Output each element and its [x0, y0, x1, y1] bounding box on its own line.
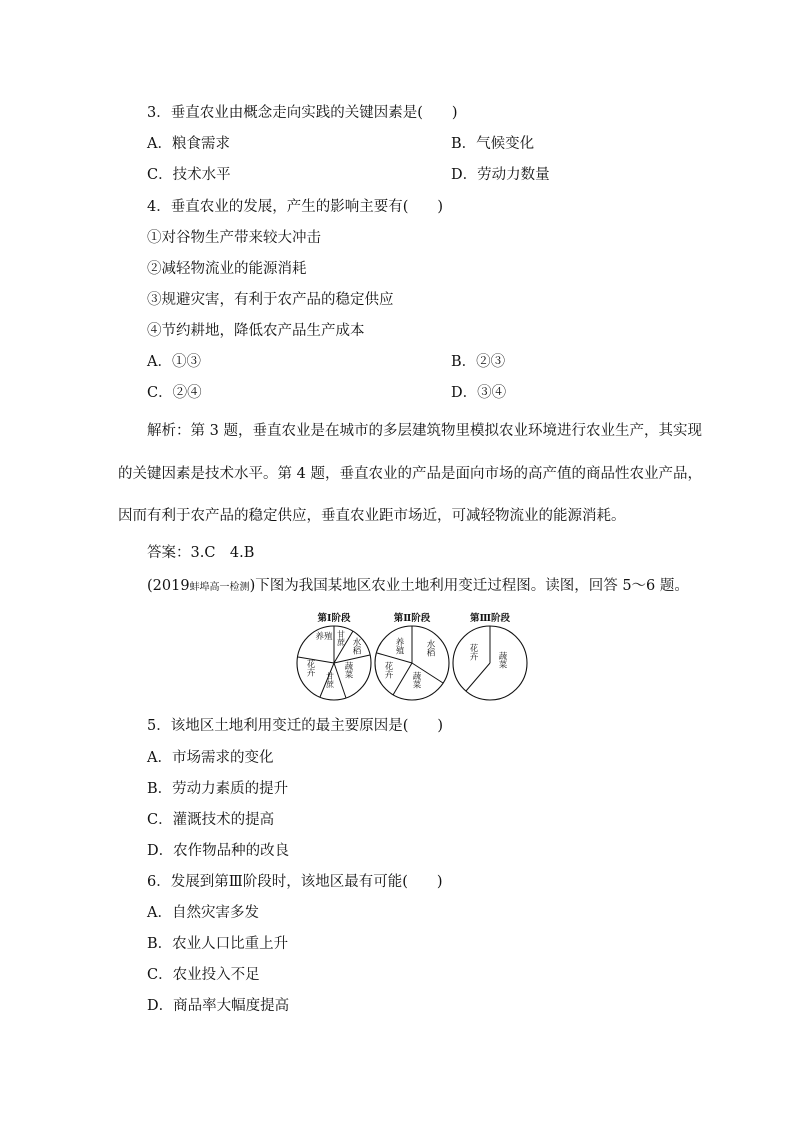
q6-stem: 6．发展到第Ⅲ阶段时，该地区最有可能( ) — [147, 874, 443, 890]
q3-option-b: B．气候变化 — [451, 136, 535, 152]
stage-2-label-rice: 水稻 — [425, 639, 435, 657]
land-use-change-diagram — [290, 608, 530, 704]
analysis-line-1: 解析：第 3 题，垂直农业是在城市的多层建筑物里模拟农业环境进行农业生产，其实现 — [147, 423, 702, 439]
analysis-line-3: 因而有利于农产品的稳定供应，垂直农业距市场近，可减轻物流业的能源消耗。 — [118, 508, 626, 524]
q4-option-c: C．②④ — [147, 385, 202, 401]
q4-statement-1: ①对谷物生产带来较大冲击 — [147, 230, 321, 246]
stage-1-pie — [297, 612, 371, 700]
stage-1-label-rice: 水稻 — [351, 637, 361, 655]
stage-1-label-flowers: 花卉 — [305, 659, 315, 677]
q6-option-b: B．农业人口比重上升 — [147, 936, 289, 952]
q4-option-d: D．③④ — [451, 385, 507, 401]
stage-3-pie — [453, 612, 527, 700]
q5-option-b: B．劳动力素质的提升 — [147, 781, 289, 797]
q4-statement-3: ③规避灾害，有利于农产品的稳定供应 — [147, 292, 394, 308]
stage-3-label-vegetables: 蔬菜 — [497, 651, 507, 669]
stage-1-label-breeding: 养殖 — [315, 632, 333, 642]
q5-option-a: A．市场需求的变化 — [147, 750, 274, 766]
intro-source: 蚌埠高一检测 — [189, 582, 250, 593]
stage-2-pie — [375, 612, 449, 700]
stage-1-label-vegetables: 蔬菜 — [343, 661, 353, 679]
answer-line: 答案：3.C 4.B — [147, 545, 255, 561]
analysis-line-2: 的关键因素是技术水平。第 4 题，垂直农业的产品是面向市场的高产值的商品性农业产品， — [118, 466, 702, 482]
q4-statement-2: ②减轻物流业的能源消耗 — [147, 261, 307, 277]
q6-option-c: C．农业投入不足 — [147, 967, 260, 983]
stage-2-label-breeding: 养殖 — [394, 637, 404, 655]
q3-option-a: A．粮食需求 — [147, 136, 230, 152]
stage-3-title: 第Ⅲ阶段 — [469, 613, 511, 624]
intro-year: (2019 — [147, 578, 190, 594]
q4-option-b: B．②③ — [451, 354, 506, 370]
stage-1-label-sugarbeet: 甘蔗 — [336, 630, 346, 646]
q4-stem: 4．垂直农业的发展，产生的影响主要有( ) — [147, 199, 444, 215]
q5-option-c: C．灌溉技术的提高 — [147, 812, 275, 828]
stage-2-title: 第Ⅱ阶段 — [393, 613, 431, 624]
stage-2-label-vegetables: 蔬菜 — [411, 671, 421, 689]
q4-statement-4: ④节约耕地，降低农产品生产成本 — [147, 323, 365, 339]
stage-1-title: 第Ⅰ阶段 — [317, 613, 351, 624]
q4-option-a: A．①③ — [147, 354, 201, 370]
q6-option-a: A．自然灾害多发 — [147, 905, 259, 921]
q6-option-d: D．商品率大幅度提高 — [147, 998, 290, 1014]
q5-option-d: D．农作物品种的改良 — [147, 843, 290, 859]
q3-option-d: D．劳动力数量 — [451, 167, 550, 183]
q3-option-c: C．技术水平 — [147, 167, 231, 183]
intro-line — [147, 577, 689, 597]
stage-2-label-flowers: 花卉 — [383, 661, 393, 679]
q3-stem: 3．垂直农业由概念走向实践的关键因素是( ) — [147, 105, 458, 121]
stage-2-divider — [393, 663, 412, 695]
stage-3-label-flowers: 花卉 — [468, 643, 478, 661]
q5-stem: 5．该地区土地利用变迁的最主要原因是( ) — [147, 718, 444, 734]
stage-3-divider — [466, 663, 490, 691]
stage-1-label-sugarcane: 甘蔗 — [325, 672, 335, 688]
intro-text: )下图为我国某地区农业土地利用变迁过程图。读图，回答 5～6 题。 — [249, 578, 689, 594]
stage-1-divider — [298, 657, 334, 663]
